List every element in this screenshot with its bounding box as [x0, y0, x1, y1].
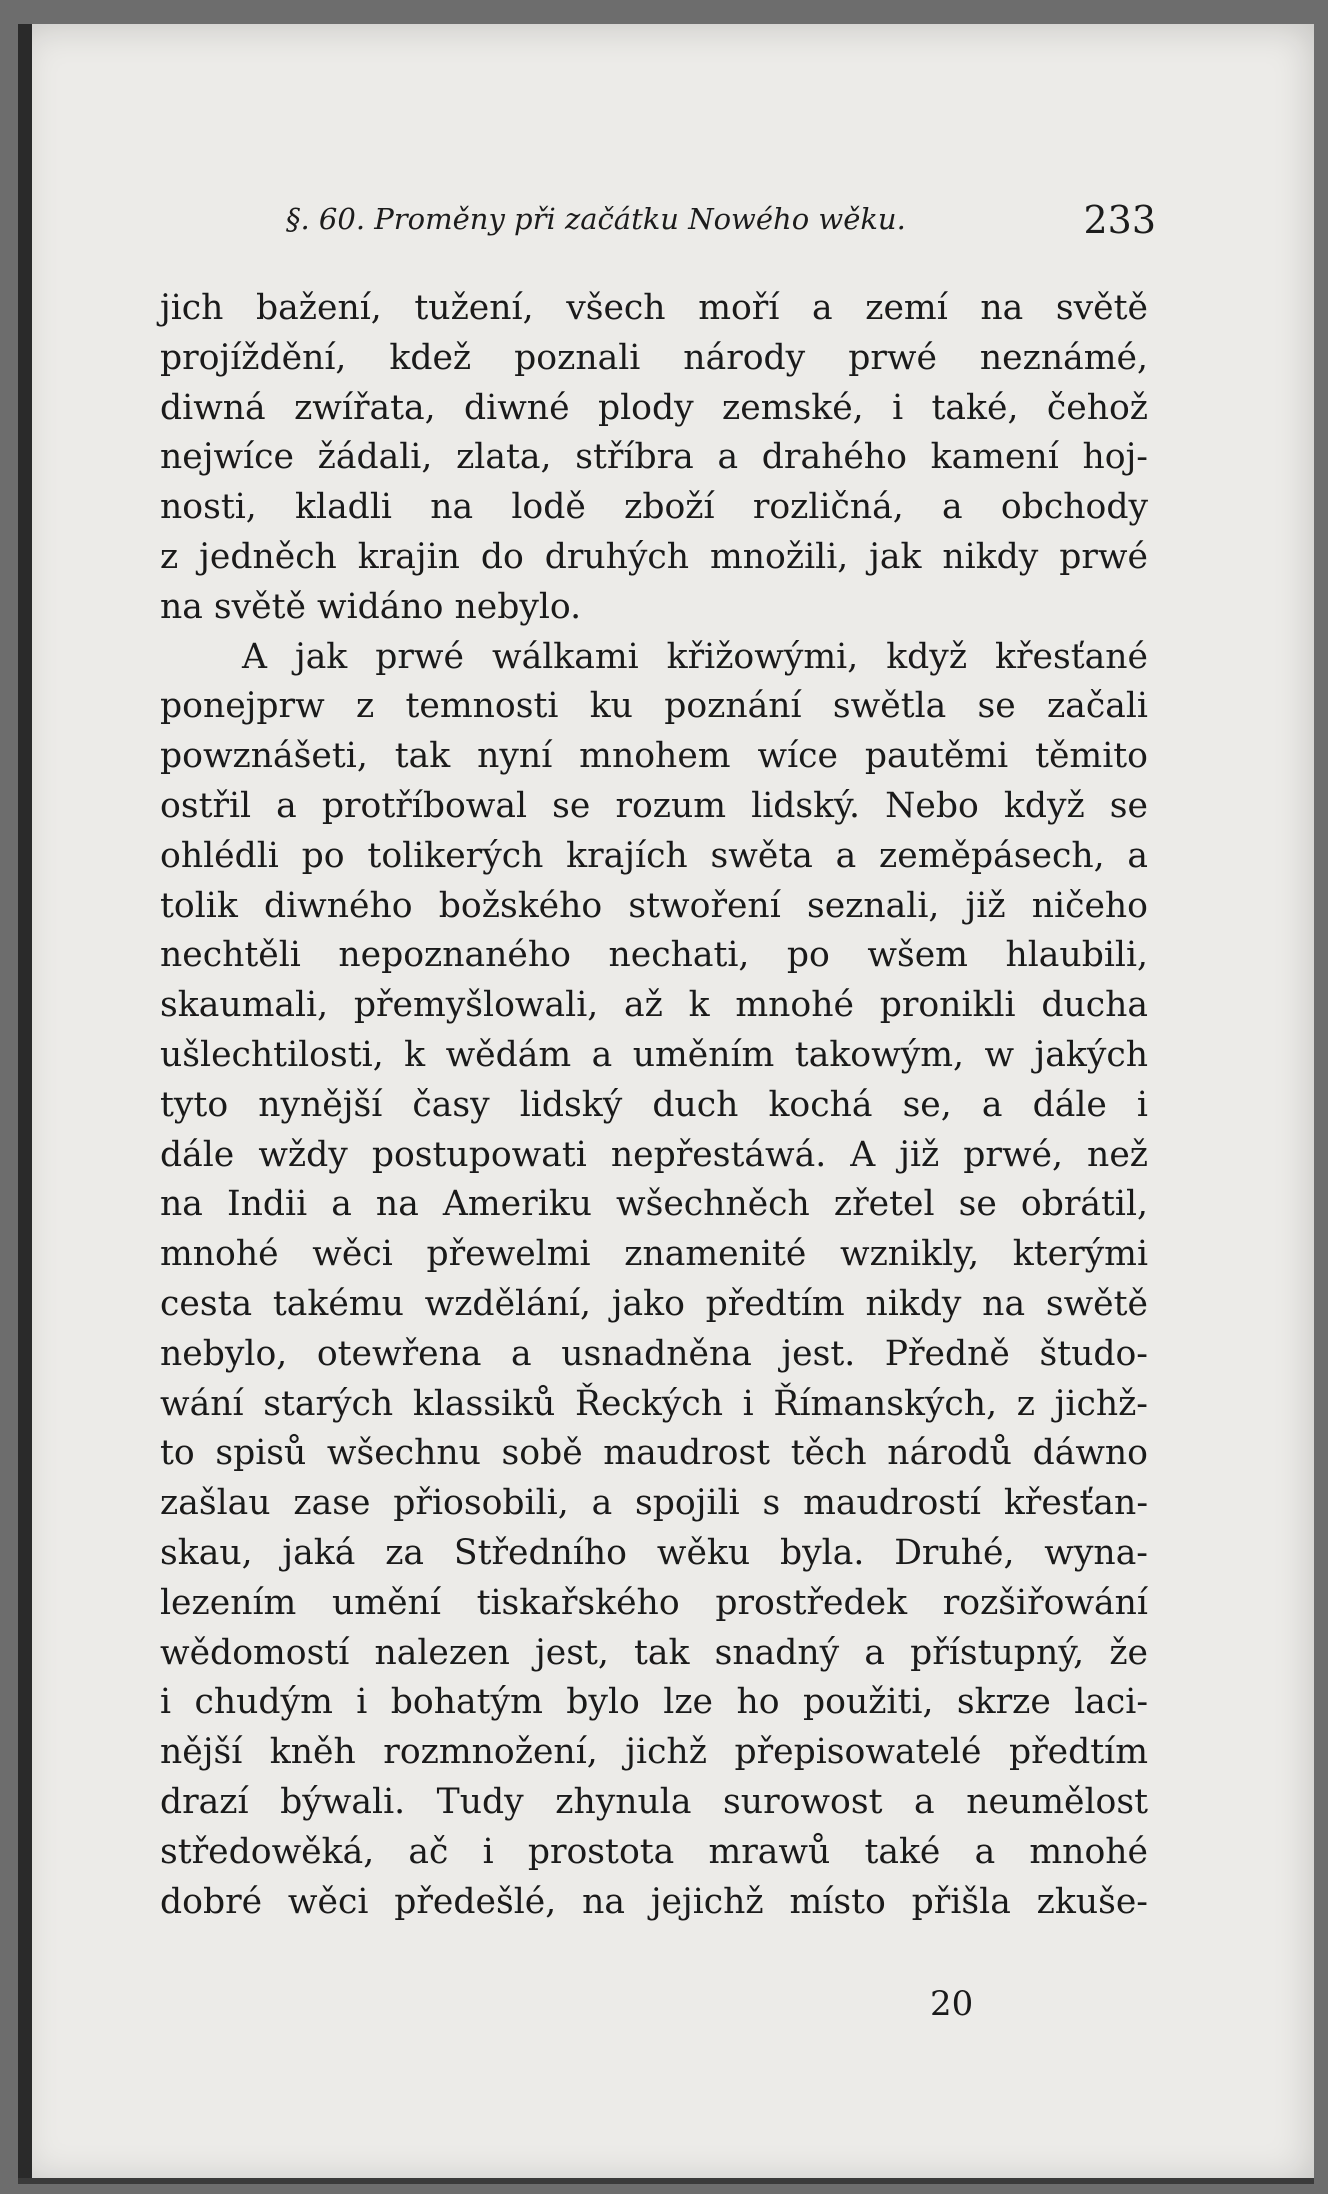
paragraph-start-line: A jak prwé wálkami křižowými, když křesťané [242, 636, 1148, 677]
text-line: nější kněh rozmnožení, jichž přepisowatelé předtím [160, 1732, 1148, 1773]
text-line: ušlechtilosti, k wědám a uměním takowým, w jakých [160, 1034, 1148, 1075]
text-line: skaumali, přemyšlowali, až k mnohé pronikli ducha [160, 985, 1148, 1026]
text-line: středowěká, ač i prostota mrawů také a mnohé [160, 1831, 1148, 1872]
page-number: 233 [1083, 198, 1156, 242]
text-line: i chudým i bohatým bylo lze ho použiti, skrze laci- [160, 1682, 1148, 1723]
text-line: nosti, kladli na lodě zboží rozličná, a obchody [160, 487, 1148, 528]
text-line: diwná zwířata, diwné plody zemské, i také, čehož [160, 387, 1148, 428]
running-title: §. 60. Proměny při začátku Nowého wěku. [286, 202, 906, 236]
text-line: ponejprw z temnosti ku poznání swětla se začali [160, 686, 1148, 727]
text-line: mnohé wěci přewelmi znamenité wznikly, kterými [160, 1234, 1148, 1275]
running-head [286, 190, 1156, 250]
text-line: jich bažení, tužení, všech moří a zemí na světě [160, 288, 1148, 328]
text-line: wědomostí nalezen jest, tak snadný a přístupný, že [160, 1632, 1148, 1673]
signature-mark: 20 [930, 1984, 974, 2024]
text-line: z jedněch krajin do druhých množili, jak nikdy prwé [160, 536, 1148, 577]
text-line: nechtěli nepoznaného nechati, po wšem hlaubili, [160, 935, 1148, 976]
text-line: na Indii a na Ameriku wšechněch zřetel se obrátil, [160, 1184, 1148, 1225]
text-line: lezením umění tiskařského prostředek rozšiřowání [160, 1582, 1148, 1623]
text-line: wání starých klassiků Řeckých i Římanských, z jichž- [160, 1383, 1148, 1424]
page-bottom-edge [18, 2178, 1314, 2184]
book-page [18, 24, 1314, 2184]
text-line: to spisů wšechnu sobě maudrost těch národů dáwno [160, 1433, 1148, 1474]
text-line: ostřil a protříbowal se rozum lidský. Nebo když se [160, 785, 1148, 826]
text-line: powznášeti, tak nyní mnohem wíce pautěmi těmito [160, 736, 1148, 777]
text-line: ohlédli po tolikerých krajích swěta a zeměpásech, a [160, 835, 1148, 876]
text-line: nebylo, otewřena a usnadněna jest. Předně študo- [160, 1333, 1148, 1374]
text-line: projíždění, kdež poznali národy prwé neznámé, [160, 337, 1148, 378]
text-line: dobré wěci předešlé, na jejichž místo přišla zkuše- [160, 1881, 1148, 1922]
text-line: tolik diwného božského stwoření seznali, již ničeho [160, 885, 1148, 926]
body-text [160, 284, 1148, 1927]
text-line: drazí býwali. Tudy zhynula surowost a neumělost [160, 1781, 1148, 1822]
text-line: cesta takému wzdělání, jako předtím nikdy na swětě [160, 1283, 1148, 1324]
page-gutter-edge [18, 24, 32, 2184]
text-line: skau, jaká za Středního wěku byla. Druhé, wyna- [160, 1532, 1148, 1573]
text-line: dále wždy postupowati nepřestáwá. A již prwé, než [160, 1134, 1148, 1175]
text-line: zašlau zase přiosobili, a spojili s maudrostí křesťan- [160, 1483, 1148, 1524]
text-line: tyto nynější časy lidský duch kochá se, a dále i [160, 1084, 1148, 1125]
paragraph-end-line: na světě widáno nebylo. [160, 586, 582, 627]
text-line: nejwíce žádali, zlata, stříbra a drahého kamení hoj- [160, 437, 1148, 478]
